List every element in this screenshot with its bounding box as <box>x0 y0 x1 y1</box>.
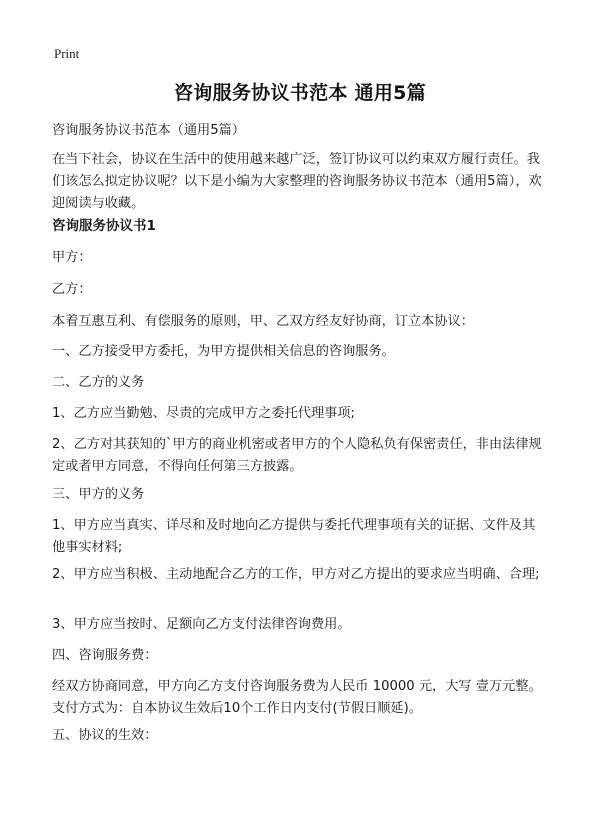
clause-4-heading: 四、咨询服务费： <box>52 648 158 663</box>
document-subtitle: 咨询服务协议书范本（通用5篇） <box>52 123 246 138</box>
clause-5-heading: 五、协议的生效： <box>52 728 158 743</box>
clause-2-item-1: 1、乙方应当勤勉、尽责的完成甲方之委托代理事项; <box>52 406 355 421</box>
party-b-line: 乙方： <box>52 282 92 297</box>
clause-1: 一、乙方接受甲方委托，为甲方提供相关信息的咨询服务。 <box>52 344 395 359</box>
clause-2-item-2: 2、乙方对其获知的`甲方的商业机密或者甲方的个人隐私负有保密责任，非由法律规定或者甲方同意，不得向任何第三方披露。 <box>52 437 542 474</box>
page-title: 咨询服务协议书范本 通用5篇 <box>173 82 427 104</box>
clause-4-text: 经双方协商同意，甲方向乙方支付咨询服务费为人民币 10000 元，大写 壹万元整。支付方式为：自本协议生效后10个工作日内支付(节假日顺延)。 <box>52 679 542 716</box>
clause-3-item-3: 3、甲方应当按时、足额向乙方支付法律咨询费用。 <box>52 617 351 632</box>
clause-2-heading: 二、乙方的义务 <box>52 375 145 390</box>
clause-3-item-2: 2、甲方应当积极、主动地配合乙方的工作，甲方对乙方提出的要求应当明确、合理; <box>52 567 540 582</box>
party-a-line: 甲方： <box>52 250 92 265</box>
print-link[interactable]: Print <box>54 46 80 61</box>
clause-3-heading: 三、甲方的义务 <box>52 487 145 502</box>
intro-paragraph: 在当下社会，协议在生活中的使用越来越广泛，签订协议可以约束双方履行责任。我们该怎么拟定协议呢？以下是小编为大家整理的咨询服务协议书范本（通用5篇），欢迎阅读与收藏。 <box>52 152 542 211</box>
section-heading: 咨询服务协议书1 <box>52 218 156 234</box>
clause-3-item-1: 1、甲方应当真实、详尽和及时地向乙方提供与委托代理事项有关的证据、文件及其他事实材料; <box>52 518 536 555</box>
principle-paragraph: 本着互惠互利、有偿服务的原则，甲、乙双方经友好协商，订立本协议： <box>52 314 474 329</box>
